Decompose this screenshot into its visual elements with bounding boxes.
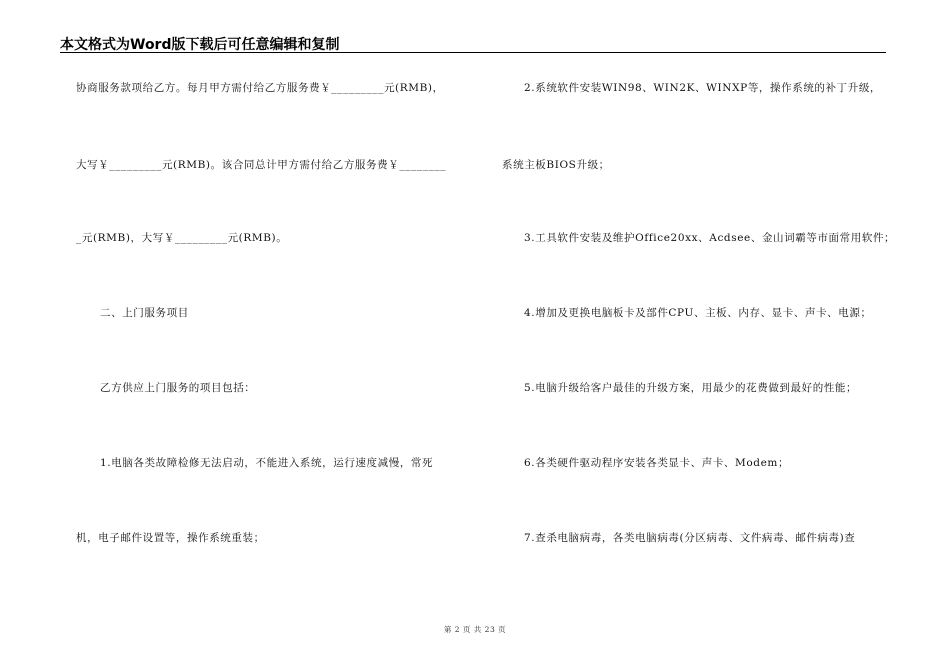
left-line-6: 1.电脑各类故障检修无法启动，不能进入系统，运行速度减慢，常死 (100, 457, 434, 469)
left-line-5: 乙方供应上门服务的项目包括： (100, 382, 256, 394)
right-line-2: 系统主板BIOS升级； (502, 159, 610, 171)
right-line-6: 6.各类硬件驱动程序安装各类显卡、声卡、Modem； (524, 457, 790, 469)
right-line-1: 2.系统软件安装WIN98、WIN2K、WINXP等，操作系统的补丁升级， (524, 82, 882, 94)
left-line-2: 大写￥_________元(RMB)。该合同总计甲方需付给乙方服务费￥________ (76, 159, 447, 171)
right-line-7: 7.查杀电脑病毒，各类电脑病毒(分区病毒、文件病毒、邮件病毒)查 (524, 532, 856, 544)
right-line-3: 3.工具软件安装及维护Office20xx、Acdsee、金山词霸等市面常用软件； (524, 232, 896, 244)
left-line-3: _元(RMB)，大写￥_________元(RMB)。 (76, 232, 288, 244)
section-heading: 二、上门服务项目 (100, 307, 189, 319)
right-line-5: 5.电脑升级给客户最佳的升级方案，用最少的花费做到最好的性能； (524, 382, 858, 394)
left-line-7: 机，电子邮件设置等，操作系统重装； (76, 532, 265, 544)
right-line-4: 4.增加及更换电脑板卡及部件CPU、主板、内存、显卡、声卡、电源； (524, 307, 872, 319)
page-number-footer: 第 2 页 共 23 页 (443, 625, 507, 634)
page-header-title: 本文格式为Word版下载后可任意编辑和复制 (60, 37, 340, 53)
left-line-1: 协商服务款项给乙方。每月甲方需付给乙方服务费￥_________元(RMB)， (76, 82, 444, 94)
header-divider (60, 52, 886, 53)
